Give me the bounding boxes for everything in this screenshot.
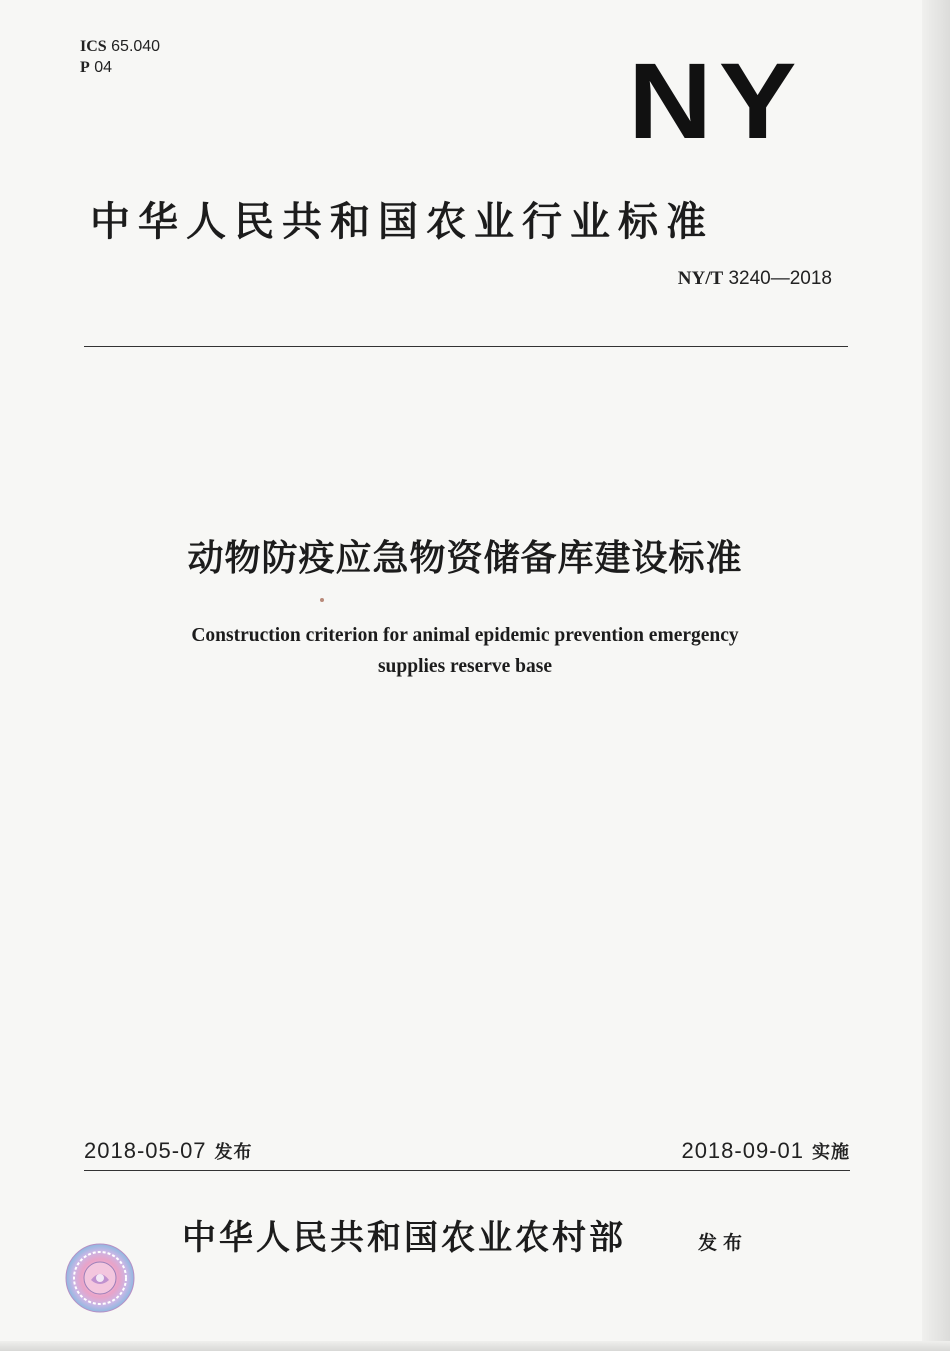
ics-label: ICS (80, 38, 107, 55)
publisher-suffix: 发布 (698, 1232, 749, 1254)
ics-code: 65.040 (111, 38, 161, 55)
bottom-divider (84, 1170, 850, 1171)
hologram-seal-icon (64, 1242, 136, 1314)
standard-category-title: 中华人民共和国农业行业标准 (90, 199, 714, 245)
classification-codes (80, 36, 160, 78)
p-code: 04 (94, 59, 113, 76)
ics-code-line (80, 36, 160, 57)
ny-logo: NY (628, 40, 803, 161)
implement-label: 实施 (812, 1142, 850, 1163)
implement-date-value: 2018-09-01 (681, 1138, 804, 1163)
p-code-line (80, 57, 160, 78)
publish-date (84, 1138, 253, 1164)
document-title-english (0, 620, 930, 682)
top-divider (84, 346, 848, 347)
implement-date (681, 1138, 850, 1164)
standard-number-value: 3240—2018 (728, 268, 832, 289)
publish-date-value: 2018-05-07 (84, 1138, 207, 1163)
publisher-name: 中华人民共和国农业农村部 (182, 1218, 626, 1258)
p-label: P (80, 59, 90, 76)
english-title-line2: supplies reserve base (377, 656, 553, 677)
publish-label: 发布 (214, 1142, 253, 1163)
english-title-line1: Construction criterion for animal epidemic prevention emergency (191, 625, 739, 646)
page-edge-shadow-bottom (0, 1341, 950, 1351)
standard-number (678, 268, 832, 290)
document-title-chinese: 动物防疫应急物资储备库建设标准 (187, 538, 743, 579)
standard-number-prefix: NY/T (677, 268, 724, 289)
paper-speck (320, 598, 324, 602)
